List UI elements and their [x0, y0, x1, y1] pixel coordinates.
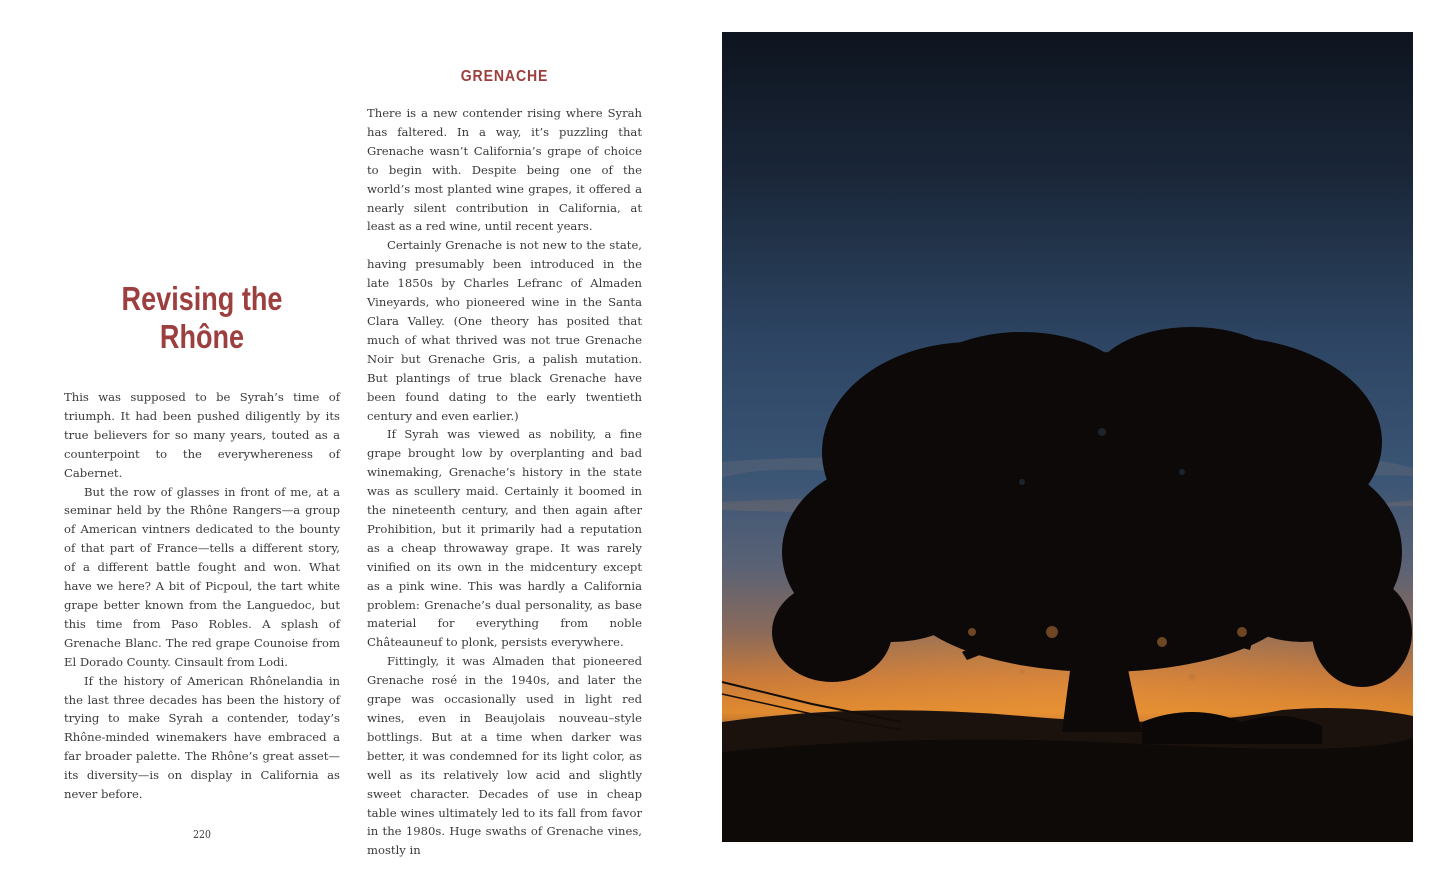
chapter-title: Revising the Rhône: [121, 280, 283, 355]
paragraph: If Syrah was viewed as nobility, a fine grape brought low by overplanting and bad winemaking, Grenache’s history in the state was as scullery maid. Certainly it boomed in the nineteenth century, and then again after Prohibition, but it primarily had a reputation as a cheap throwaway grape. It was rarely vinified on its own in the midcentury except as a pink wine. This was hardly a California problem: Grenache’s dual personality, as base material for everything from noble Châteauneuf to plonk, persists everywhere.: [367, 427, 642, 650]
paragraph: This was supposed to be Syrah’s time of triumph. It had been pushed diligently by its true believers for so many years, touted as a counterpoint to the everywhereness of Cabernet.: [64, 390, 340, 480]
right-text-column: [367, 104, 642, 858]
left-text-column: [64, 388, 340, 804]
paragraph: But the row of glasses in front of me, at a seminar held by the Rhône Rangers—a group of American vintners dedicated to the bounty of that part of France—tells a different story, of a different battle fought and won. What have we here? A bit of Picpoul, the tart white grape better known from the Languedoc, but this time from Paso Robles. A splash of Grenache Blanc. The red grape Counoise from El Dorado County. Cinsault from Lodi.: [64, 484, 340, 669]
paragraph: There is a new contender rising where Syrah has faltered. In a way, it’s puzzling that Grenache wasn’t California’s grape of choice to begin with. Despite being one of the world’s most planted wine grapes, it offered a nearly silent contribution in California, at least as a red wine, until recent years.: [367, 106, 642, 234]
paragraph: If the history of American Rhônelandia in the last three decades has been the history of trying to make Syrah a contender, today’s Rhône-minded winemakers have embraced a far broader palette. The Rhône’s great asset—its diversity—is on display in California as never before.: [64, 673, 340, 802]
section-heading: GRENACHE: [460, 68, 549, 85]
page-number: 220: [193, 828, 211, 841]
sunset-oak-photo: [722, 32, 1413, 842]
paragraph: Certainly Grenache is not new to the state, having presumably been introduced in the late 1850s by Charles Lefranc of Almaden Vineyards, who pioneered wine in the Santa Clara Valley. (One theory has posited that much of what thrived was not true Grenache Noir but Grenache Gris, a palish mutation. But plantings of true black Grenache have been found dating to the early twentieth century and even earlier.): [367, 238, 642, 423]
oak-tree-silhouette-icon: [722, 32, 1413, 842]
paragraph: Fittingly, it was Almaden that pioneered Grenache rosé in the 1940s, and later the grape was occasionally used in light red wines, even in Beaujolais nouveau–style bottlings. But at a time when darker was better, it was condemned for its light color, as well as its relatively low acid and slightly sweet character. Decades of use in cheap table wines ultimately led to its fall from favor in the 1980s. Huge swaths of Grenache vines, mostly in: [367, 654, 642, 858]
